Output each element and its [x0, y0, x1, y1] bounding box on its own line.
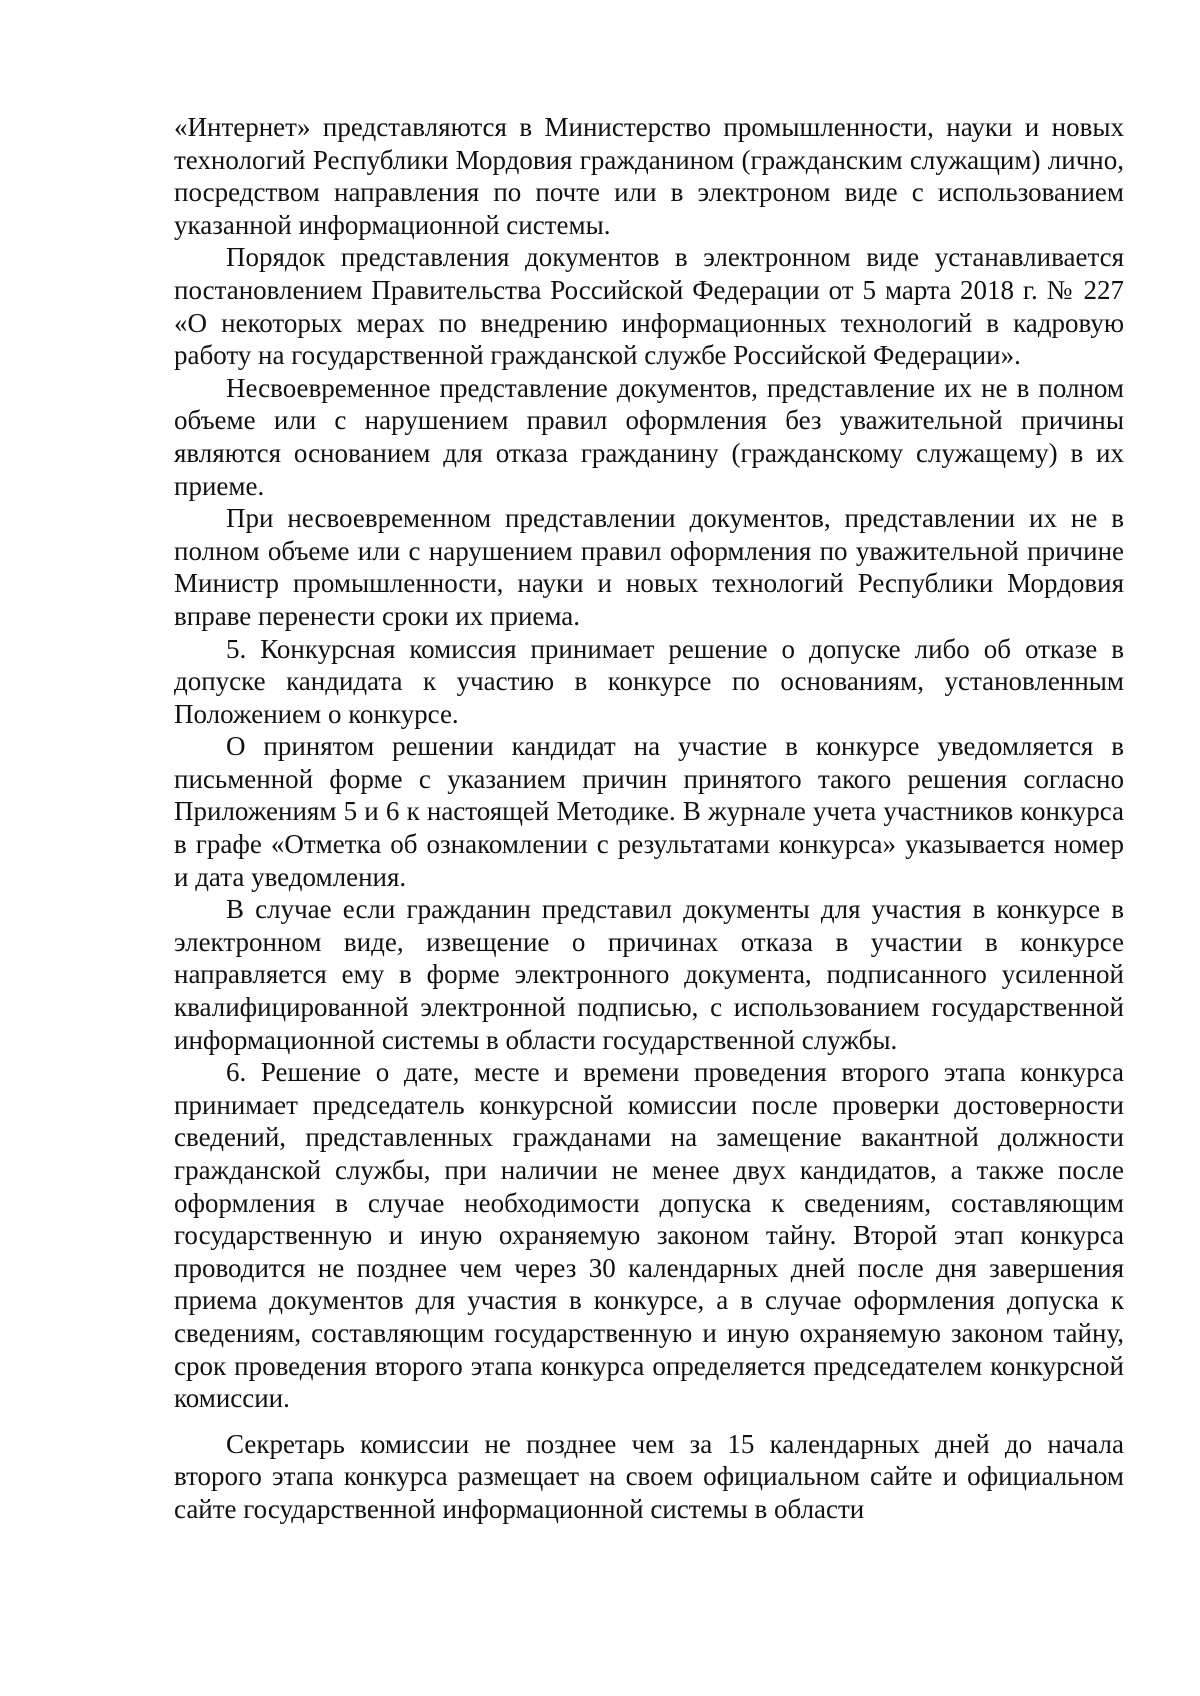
- paragraph-valid-reason: При несвоевременном представлении документов, представлении их не в полном объеме или с нарушением правил оформления по уважительной причине Министр промышленности, науки и новых технологий Республики Мордовия вправе перенести сроки их приема.: [174, 503, 1124, 631]
- paragraph-item-6: 6. Решение о дате, месте и времени проведения второго этапа конкурса принимает председатель конкурсной комиссии после проверки достоверности сведений, представленных гражданами на замещение вакантной должности гражданской службы, при наличии не менее двух кандидатов, а также после оформления в случае необходимости допуска к сведениям, составляющим государственную и иную охраняемую законом тайну. Второй этап конкурса проводится не позднее чем через 30 календарных дней после дня завершения приема документов для участия в конкурсе, а в случае оформления допуска к сведениям, составляющим государственную и иную охраняемую законом тайну, срок проведения второго этапа конкурса определяется председателем конкурсной комиссии.: [174, 1057, 1124, 1414]
- paragraph-electronic-notice: В случае если гражданин представил документы для участия в конкурсе в электронном виде, извещение о причинах отказа в участии в конкурсе направляется ему в форме электронного документа, подписанного усиленной квалифицированной электронной подписью, с использованием государственной информационной системы в области государственной службы.: [174, 894, 1124, 1055]
- document-body: [174, 111, 1124, 1526]
- paragraph-secretary: Секретарь комиссии не позднее чем за 15 календарных дней до начала второго этапа конкурса размещает на своем официальном сайте и официальном сайте государственной информационной системы в области: [174, 1428, 1124, 1524]
- paragraph-notification: О принятом решении кандидат на участие в конкурсе уведомляется в письменной форме с указанием причин принятого такого решения согласно Приложениям 5 и 6 к настоящей Методике. В журнале учета участников конкурса в графе «Отметка об ознакомлении с результатами конкурса» указывается номер и дата уведомления.: [174, 731, 1124, 892]
- paragraph-electronic-procedure: Порядок представления документов в электронном виде устанавливается постановлением Правительства Российской Федерации от 5 марта 2018 г. № 227 «О некоторых мерах по внедрению информационных технологий в кадровую работу на государственной гражданской службе Российской Федерации».: [174, 242, 1124, 371]
- paragraph-untimely-submission: Несвоевременное представление документов, представление их не в полном объеме или с нарушением правил оформления без уважительной причины являются основанием для отказа гражданину (гражданскому служащему) в их приеме.: [174, 372, 1124, 501]
- paragraph-item-5: 5. Конкурсная комиссия принимает решение о допуске либо об отказе в допуске кандидата к участию в конкурсе по основаниям, установленным Положением о конкурсе.: [174, 633, 1124, 729]
- paragraph-internet-submission: «Интернет» представляются в Министерство промышленности, науки и новых технологий Республики Мордовия гражданином (гражданским служащим) лично, посредством направления по почте или в электроном виде с использованием указанной информационной системы.: [174, 112, 1124, 240]
